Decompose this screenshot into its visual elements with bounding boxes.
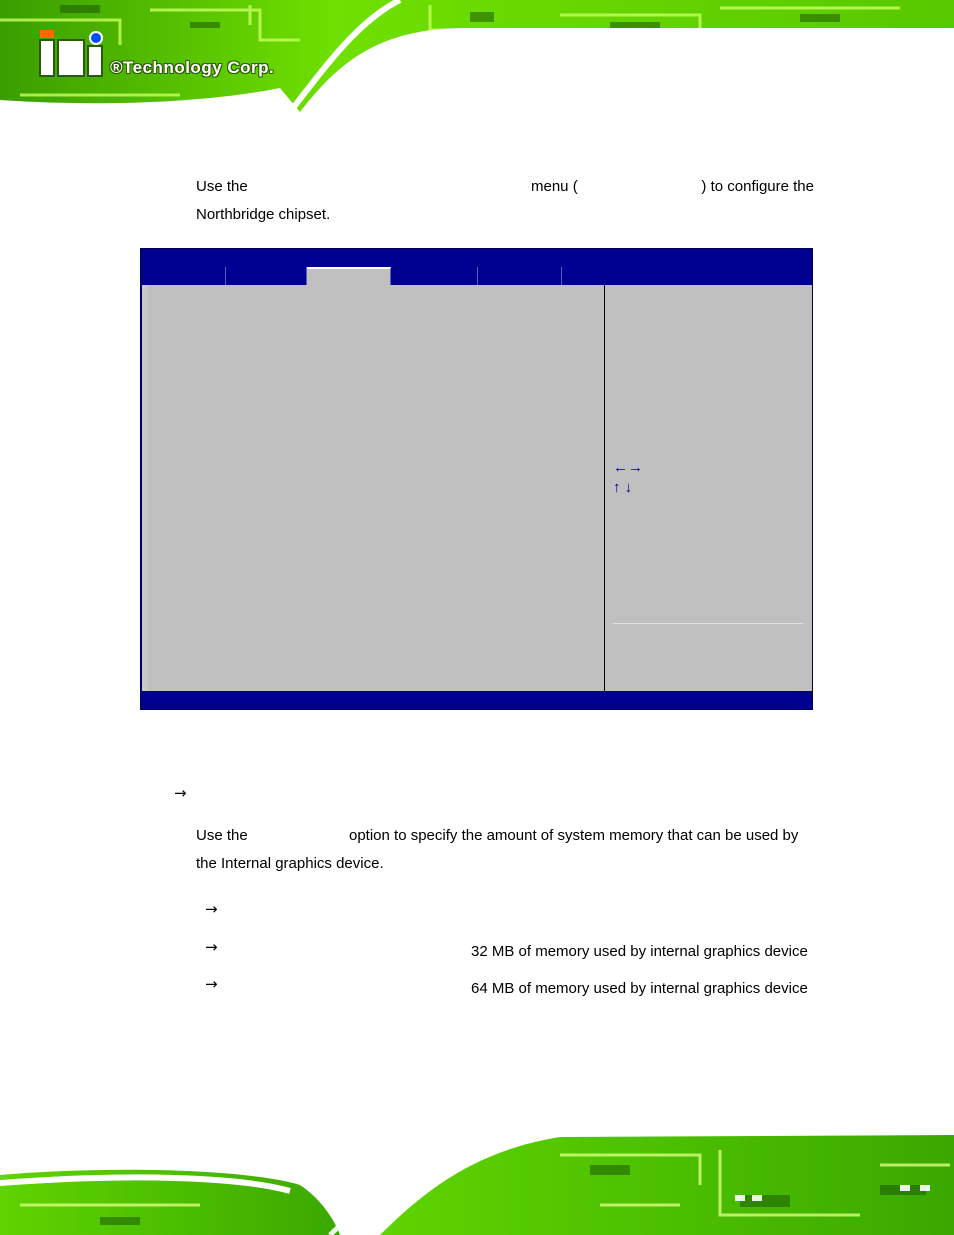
pcb-header-graphic	[0, 0, 954, 112]
help-divider	[613, 623, 803, 624]
footer-banner	[0, 1125, 954, 1235]
intro-configure: ) to configure the	[701, 178, 814, 195]
section-description: option to specify the amount of system memory that can be used by	[349, 827, 799, 844]
section-arrow-icon: →	[174, 784, 187, 802]
header-banner	[0, 0, 954, 112]
option-arrow-icon: →	[205, 900, 218, 918]
bios-tab-4[interactable]	[391, 267, 478, 285]
bios-tab-6[interactable]	[562, 267, 812, 285]
left-right-arrows-icon: ←→	[613, 459, 643, 476]
section-line2: the Internal graphics device.	[196, 855, 384, 872]
intro-line2: Northbridge chipset.	[196, 206, 331, 223]
section-use-the: Use the	[196, 827, 248, 844]
bios-title-bar	[141, 249, 812, 267]
intro-use-the: Use the	[196, 178, 248, 195]
up-down-arrows-icon: ↑ ↓	[613, 479, 633, 496]
bios-tab-chipset[interactable]	[307, 267, 391, 285]
intro-menu-open: menu (	[531, 178, 578, 195]
bios-tab-1[interactable]	[141, 267, 226, 285]
bios-status-bar	[141, 691, 812, 709]
option-arrow-icon: →	[205, 975, 218, 993]
bios-screen	[140, 248, 813, 710]
option-description: 32 MB of memory used by internal graphics device	[471, 943, 808, 960]
bios-menu-tabs	[141, 267, 812, 285]
pcb-footer-graphic	[0, 1125, 954, 1235]
bios-tab-5[interactable]	[478, 267, 562, 285]
option-arrow-icon: →	[205, 938, 218, 956]
bios-tab-2[interactable]	[226, 267, 307, 285]
section-paragraph	[196, 822, 814, 878]
option-description: 64 MB of memory used by internal graphics device	[471, 980, 808, 997]
bios-settings-panel	[142, 285, 604, 691]
intro-paragraph	[196, 173, 814, 229]
bios-help-panel	[605, 285, 812, 691]
company-name: ®Technology Corp.	[110, 58, 275, 77]
